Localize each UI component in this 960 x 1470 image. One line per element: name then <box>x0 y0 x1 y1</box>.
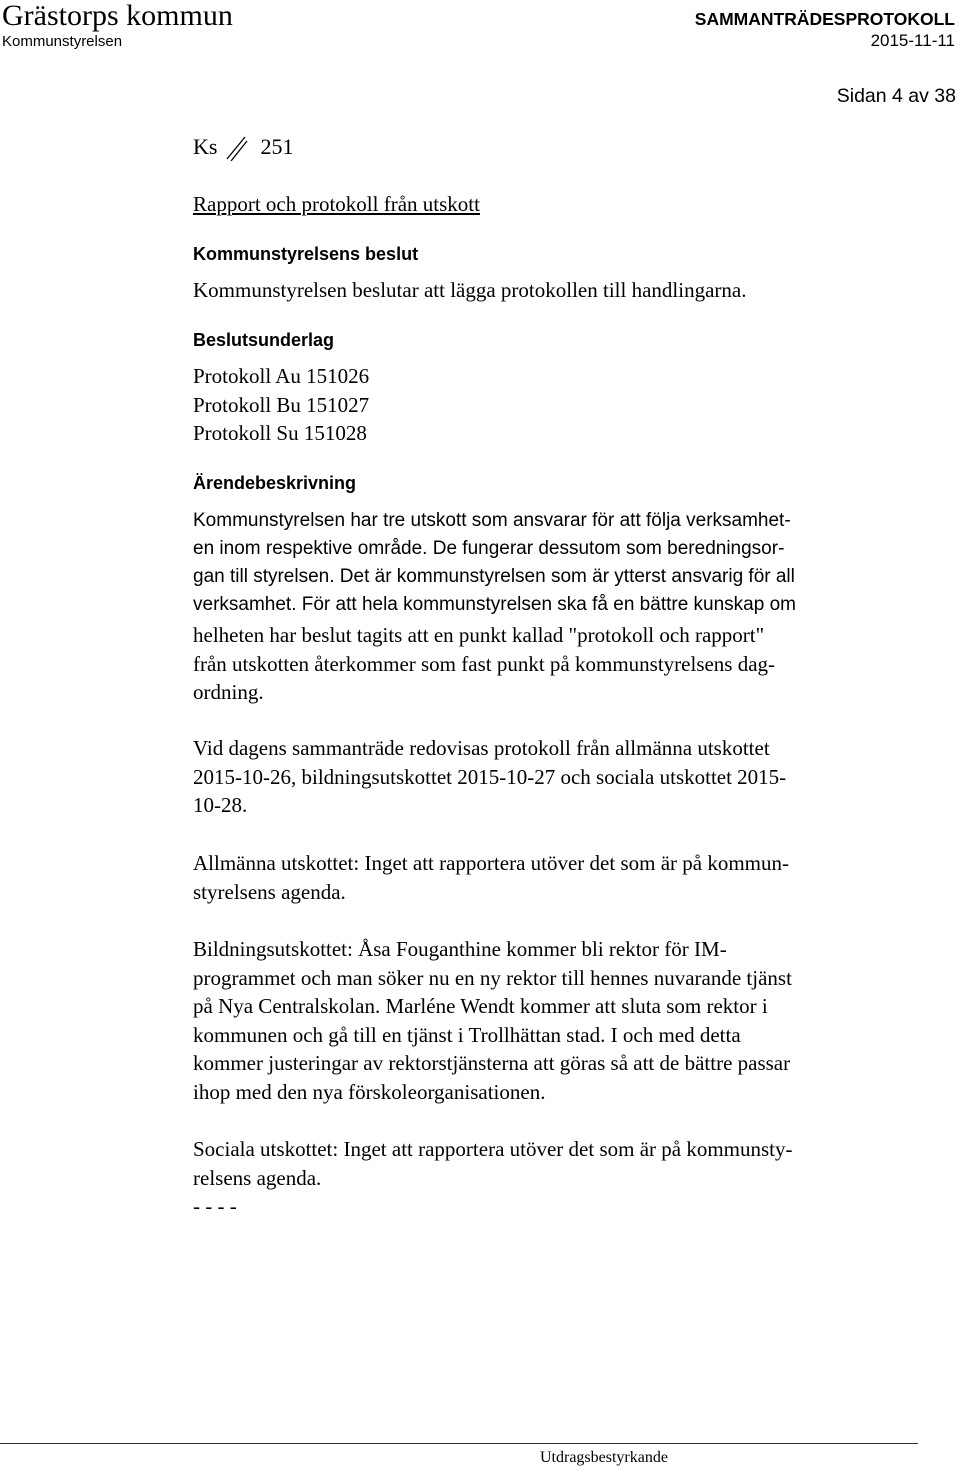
description-mixed-line <box>193 591 796 619</box>
list-item: Protokoll Au 151026 <box>193 364 370 388</box>
text-line: ihop med den nya förskoleorganisationen. <box>193 1079 546 1104</box>
text-line: 2015-10-26, bildningsutskottet 2015-10-27 och sociala utskottet 2015- <box>193 764 787 789</box>
text-line: ordning. <box>193 680 264 705</box>
description-heading: Ärendebeskrivning <box>193 473 357 493</box>
text-line: verksamhet. För att hela kommunstyrelsen ska få en bättre kunskap om <box>193 594 796 615</box>
organization-name: Grästorps kommun <box>2 0 233 32</box>
text-line: programmet och man söker nu en ny rektor till hennes nuvarande tjänst <box>193 965 792 990</box>
item-title: Rapport och protokoll från utskott <box>193 192 480 216</box>
section-sign-icon <box>223 133 255 161</box>
description-serif-block <box>193 621 913 707</box>
text-line: Vid dagens sammanträde redovisas protokoll från allmänna utskottet <box>193 736 770 760</box>
text-line: helheten har beslut tagits att en punkt kallad "protokoll och rapport" <box>193 623 765 647</box>
paragraph-number: 251 <box>260 134 294 159</box>
text-line: en inom respektive område. De fungerar dessutom som beredningsor- <box>193 538 785 559</box>
text-line: Bildningsutskottet: Åsa Fouganthine kommer bli rektor för IM- <box>193 937 727 961</box>
text-line: på Nya Centralskolan. Marléne Wendt kommer att sluta som rektor i <box>193 994 768 1019</box>
description-paragraph <box>193 734 913 820</box>
list-item: Protokoll Bu 151027 <box>193 392 370 417</box>
description-paragraph <box>193 849 913 906</box>
description-paragraph <box>193 935 913 1107</box>
text-line: Sociala utskottet: Inget att rapportera utöver det som är på kommunsty- <box>193 1137 793 1161</box>
paragraph-prefix: Ks <box>193 134 218 159</box>
text-line: gan till styrelsen. Det är kommunstyrelsen som är ytterst ansvarig för all <box>193 566 795 587</box>
footer-divider <box>0 1443 918 1444</box>
item-title-block <box>193 190 913 219</box>
page-number: Sidan 4 av 38 <box>836 85 956 107</box>
text-line: Kommunstyrelsen har tre utskott som ansvarar för att följa verksamhet- <box>193 510 791 531</box>
document-date: 2015-11-11 <box>870 31 955 50</box>
list-item: Protokoll Su 151028 <box>193 421 367 446</box>
department-name: Kommunstyrelsen <box>2 33 123 50</box>
decision-block <box>193 276 913 305</box>
basis-heading: Beslutsunderlag <box>193 330 335 350</box>
description-sans-block <box>193 507 795 591</box>
decision-text: Kommunstyrelsen beslutar att lägga protokollen till handlingarna. <box>193 278 747 302</box>
description-paragraph <box>193 1135 913 1221</box>
text-line: 10-28. <box>193 793 248 818</box>
text-line: styrelsens agenda. <box>193 879 346 904</box>
end-mark: - - - - <box>193 1194 237 1219</box>
text-line: kommunen och gå till en tjänst i Trollhättan stad. I och med detta <box>193 1022 741 1047</box>
footer-label: Utdragsbestyrkande <box>540 1449 668 1466</box>
text-line: relsens agenda. <box>193 1165 322 1190</box>
basis-list <box>193 362 913 448</box>
text-line: kommer justeringar av rektorstjänsterna att göras så att de bättre passar <box>193 1051 791 1076</box>
paragraph-id <box>193 133 293 161</box>
text-line: från utskotten återkommer som fast punkt på kommunstyrelsens dag- <box>193 651 776 676</box>
text-line: Allmänna utskottet: Inget att rapportera utöver det som är på kommun- <box>193 851 789 875</box>
decision-heading: Kommunstyrelsens beslut <box>193 244 419 264</box>
document-type: SAMMANTRÄDESPROTOKOLL <box>694 9 955 29</box>
